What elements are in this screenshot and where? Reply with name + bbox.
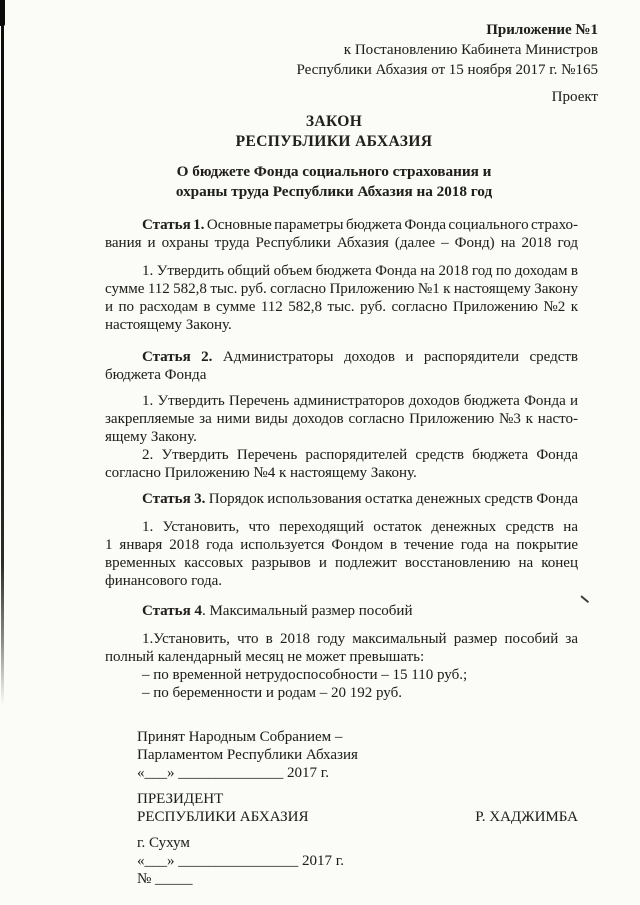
text-line [105,684,578,702]
line-text: охраны труда Республики Абхазия на 2018 год [175,183,493,200]
scan-edge-artifact-top [0,0,5,26]
text-line [137,746,578,764]
draft-label [105,88,598,106]
text-line [105,518,578,536]
text-line [105,162,563,182]
appendix-header [105,0,598,80]
president-block [137,790,578,826]
signature-name: Р. ХАДЖИМБА [475,809,578,825]
line-text: 1 января 2018 года используется Фондом в течение года на покрытие [105,537,578,553]
line-text: Статья 1. Основные параметры бюджета Фонда социального страхо- [142,217,578,233]
line-text: Статья 4. Максимальный размер пособий [142,603,413,619]
text-line [137,764,578,782]
adoption-block [137,728,578,782]
text-line [105,112,563,132]
text-line [137,870,578,888]
line-text: закрепляемые за ними виды доходов согласно Приложению №3 к насто- [105,411,578,427]
text-line [137,852,578,870]
text-line [105,490,578,508]
law-subtitle [105,162,563,202]
scan-edge-artifact [1,0,4,705]
line-text: Республики Абхазия от 15 ноября 2017 г. №165 [296,62,598,78]
text-line [137,728,578,746]
text-line [105,280,578,298]
line-text: вания и охраны труда Республики Абхазия (далее – Фонд) на 2018 год [105,235,578,251]
line-text: № _____ [137,871,193,887]
line-text: согласно Приложению №4 к настоящему Закону. [105,465,417,481]
line-text: ЗАКОН [305,113,363,130]
line-text: – по беременности и родам – 20 192 руб. [142,685,402,701]
line-text: О бюджете Фонда социального страхования и [176,163,492,180]
line-text: ящему Закону. [105,429,197,445]
line-text: к Постановлению Кабинета Министров [343,42,598,58]
line-text: Принят Народным Собранием – [137,729,343,745]
line-text: бюджета Фонда [105,367,207,383]
text-line [105,428,578,446]
line-text: РЕСПУБЛИКИ АБХАЗИЯ [137,809,309,825]
text-line [105,88,598,106]
line-text: Статья 3. Порядок использования остатка денежных средств Фонда [142,491,578,507]
line-text: полный календарный месяц не может превышать: [105,649,425,665]
line-text: 2. Утвердить Перечень распорядителей средств бюджета Фонда [142,447,578,463]
pen-mark-artifact [581,594,593,604]
text-line [105,602,578,620]
line-text: «___» ________________ 2017 г. [137,853,344,869]
text-line [105,410,578,428]
line-text: 1. Утвердить общий объем бюджета Фонда на 2018 год по доходам в [142,263,578,279]
line-text: финансового года. [105,573,223,589]
text-line [105,536,578,554]
line-text: – по временной нетрудоспособности – 15 110 руб.; [142,667,468,683]
place-date-block [137,834,578,888]
line-text: ПРЕЗИДЕНТ [137,791,224,807]
text-line [105,262,578,280]
line-text: Парламентом Республики Абхазия [137,747,358,763]
draft-text: Проект [551,89,598,105]
text-line [105,572,578,590]
law-body [105,216,578,702]
text-line [137,790,578,808]
text-line [105,554,578,572]
text-line [105,298,578,316]
line-text: 1.Установить, что в 2018 году максимальный размер пособий за [142,631,578,647]
law-title [105,112,563,152]
text-line [105,316,578,334]
line-text: 1. Утвердить Перечень администраторов доходов бюджета Фонда и [142,393,578,409]
line-text: временных кассовых разрывов и подлежит восстановлению на конец [105,555,578,571]
line-text: Статья 2. Администраторы доходов и распорядители средств [142,349,578,365]
text-line [105,366,578,384]
text-line [105,182,563,202]
text-line [105,392,578,410]
text-line [105,666,578,684]
line-text: РЕСПУБЛИКИ АБХАЗИЯ [235,133,433,150]
text-line [105,40,598,60]
line-text: 1. Установить, что переходящий остаток денежных средств на [142,519,578,535]
line-text: и по расходам в сумме 112 582,8 тыс. руб. согласно Приложению №2 к [105,299,578,315]
text-line [105,648,578,666]
text-line [105,630,578,648]
text-line [105,464,578,482]
line-text: «___» ______________ 2017 г. [137,765,329,781]
text-line [137,834,578,852]
text-line [105,234,578,252]
text-line [137,808,578,826]
text-line [105,20,598,40]
text-line [105,216,578,234]
line-text: настоящему Закону. [105,317,232,333]
text-line [105,446,578,464]
line-text: сумме 112 582,8 тыс. руб. согласно Приложению №1 к настоящему Закону [105,281,578,297]
line-text: г. Сухум [137,835,190,851]
text-line [105,348,578,366]
line-text: Приложение №1 [486,22,598,38]
text-line [105,132,563,152]
text-line [105,60,598,80]
